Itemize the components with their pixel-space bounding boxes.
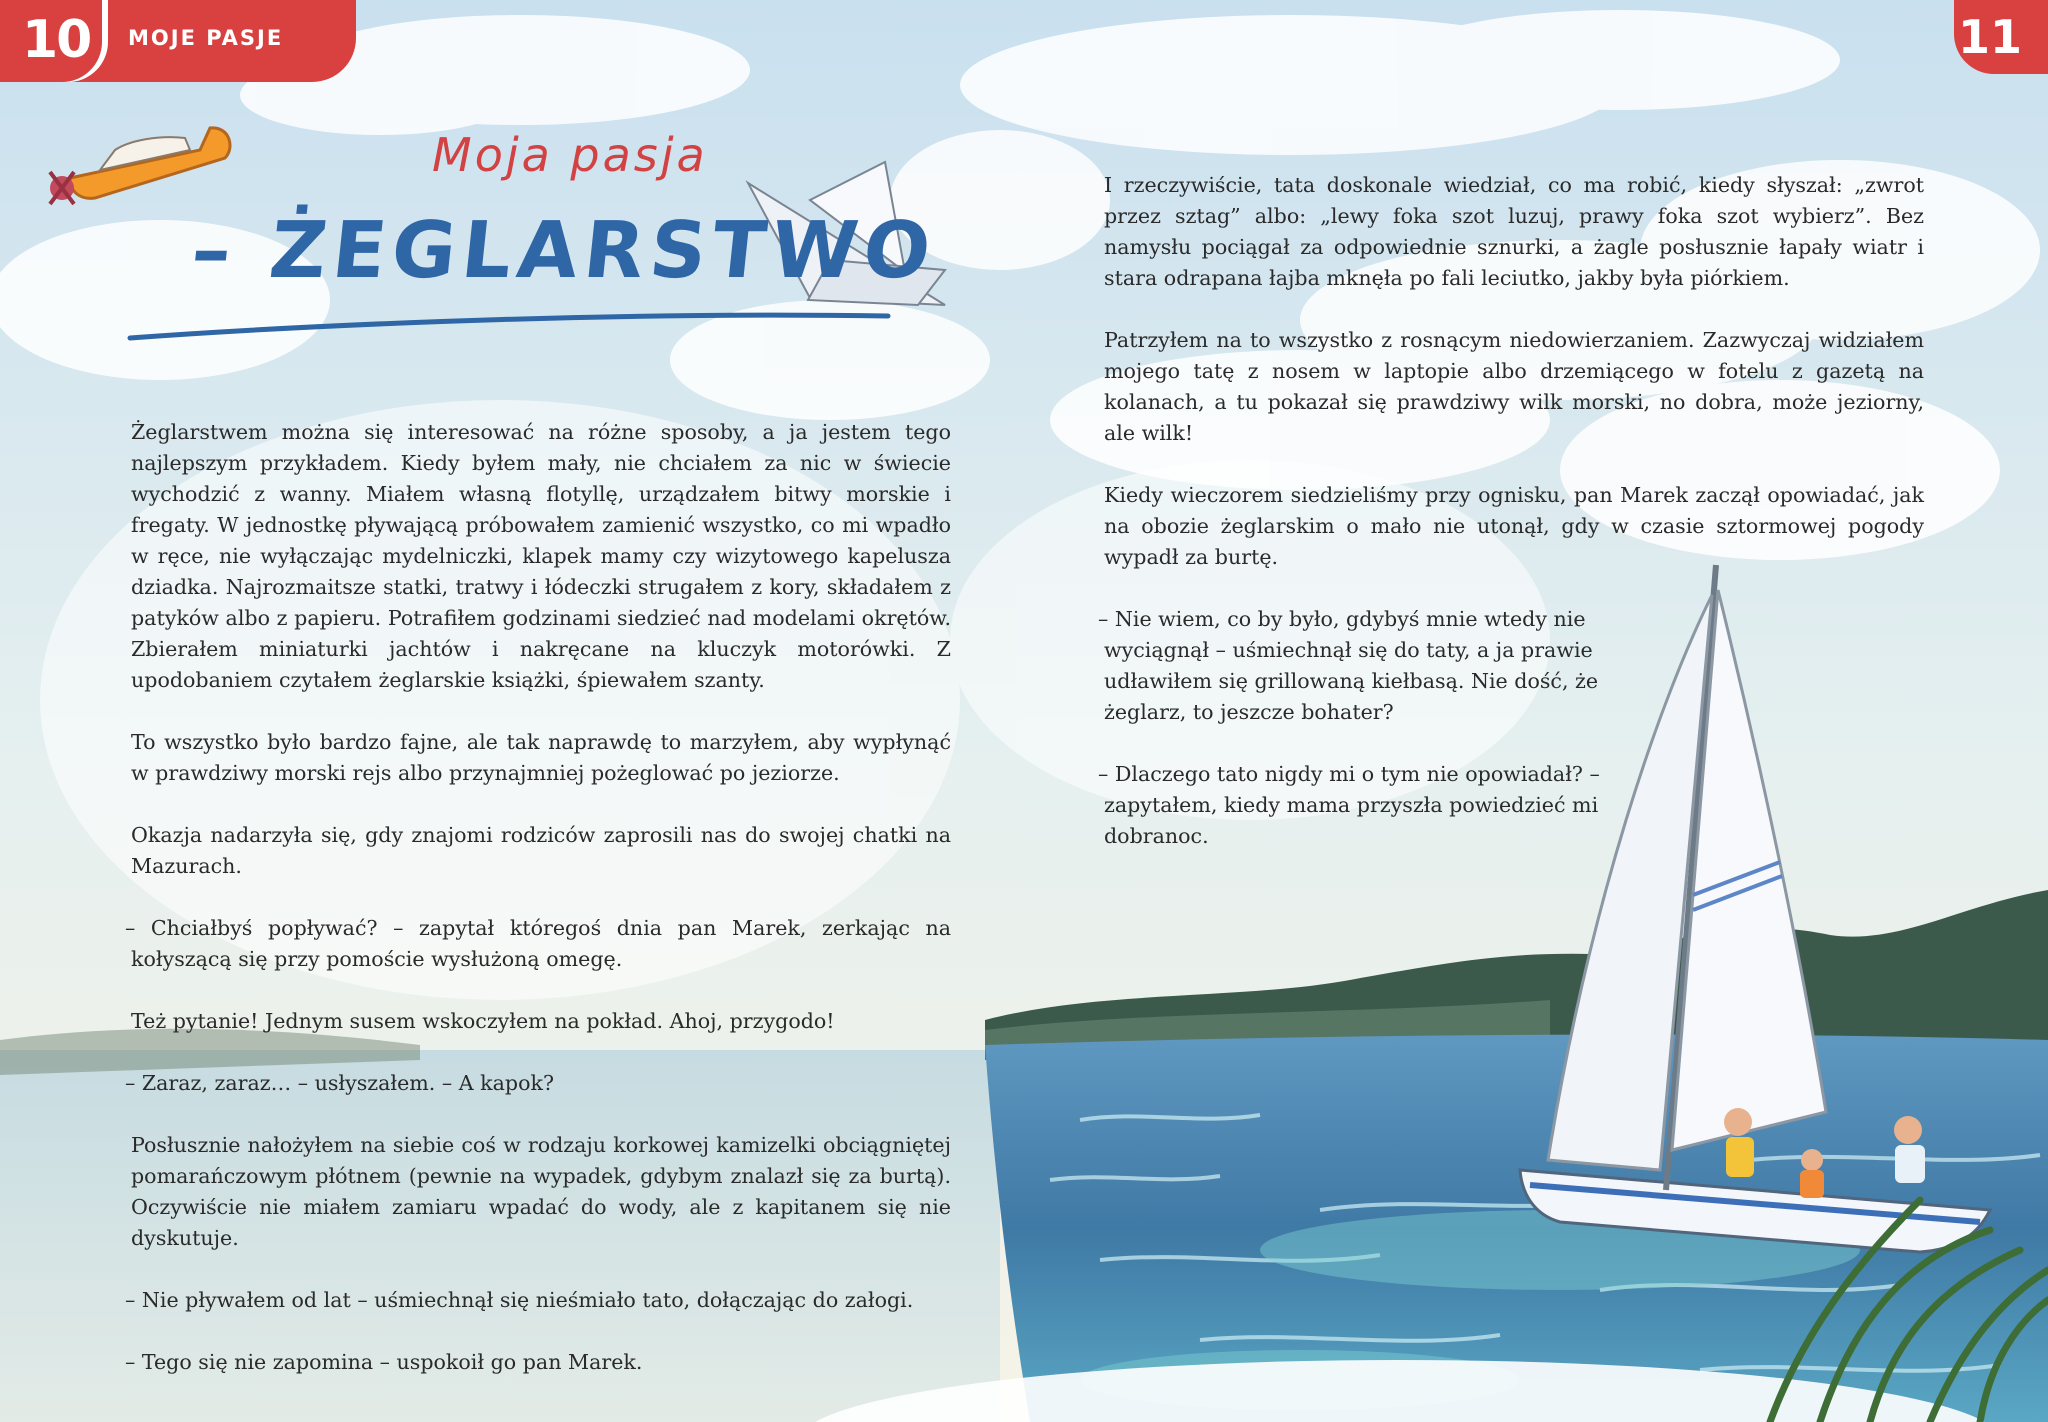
paragraph: Okazja nadarzyła się, gdy znajomi rodziców zaprosili nas do swojej chatki na Mazurach. [131, 823, 951, 878]
page-number-left: 10 [22, 10, 91, 70]
dialogue-line: – Zaraz, zaraz… – usłyszałem. – A kapok? [125, 1071, 555, 1095]
page-title: – ŻEGLARSTWO [187, 206, 941, 296]
paragraph: Posłusznie nałożyłem na siebie coś w rodzaju korkowej kamizelki obciągniętej pomarańczowym płótnem (pewnie na wypadek, gdybym znalazł się za burtą). Oczywiście nie miałem zamiaru wpadać do wody, ale z kapitanem się nie dyskutuje. [131, 1133, 951, 1250]
paragraph: I rzeczywiście, tata doskonale wiedział, co ma robić, kiedy słyszał: „zwrot przez sztag” albo: „lewy foka szot luzuj, prawy foka szot wybierz”. Bez namysłu pociągał za odpowiednie sznurki, a żagle posłusznie łapały wiatr i stara odrapana łajba mknęła po fali leciutko, jakby była piórkiem. [1104, 173, 1924, 290]
dialogue-line: – Nie pływałem od lat – uśmiechnął się nieśmiało tato, dołączając do załogi. [125, 1288, 914, 1312]
paragraph: Żeglarstwem można się interesować na różne sposoby, a ja jestem tego najlepszym przykładem. Kiedy byłem mały, nie chciałem za nic w świecie wychodzić z wanny. Miałem własną flotyllę, urządzałem bitwy morskie i fregaty. W jednostkę pływającą próbowałem zamienić wszystko, co mi wpadło w ręce, nie wyłączając mydelniczki, klapek mamy czy wizytowego kapelusza dziadka. Najrozmaitsze statki, tratwy i łódeczki strugałem z kory, składałem z patyków albo z papieru. Potrafiłem godzinami siedzieć nad modelami okrętów. Zbierałem miniaturki jachtów i nakręcane na kluczyk motorówki. Z upodobaniem czytałem żeglarskie książki, śpiewałem szanty. [131, 420, 951, 692]
dialogue-line: – Chciałbyś popływać? – zapytał któregoś dnia pan Marek, zerkając na kołyszącą się przy pomoście wysłużoną omegę. [125, 916, 951, 971]
dialogue-line: – Dlaczego tato nigdy mi o tym nie opowiadał? – zapytałem, kiedy mama przyszła powiedzieć mi dobranoc. [1098, 762, 1600, 848]
paragraph: Patrzyłem na to wszystko z rosnącym niedowierzaniem. Zazwyczaj widziałem mojego tatę z nosem w laptopie albo drzemiącego w fotelu z gazetą na kolanach, a tu pokazał się prawdziwy wilk morski, no dobra, może jeziorny, ale wilk! [1104, 328, 1924, 445]
paragraph: Też pytanie! Jednym susem wskoczyłem na pokład. Ahoj, przygodo! [131, 1009, 835, 1033]
dialogue-line: – Nie wiem, co by było, gdybyś mnie wtedy nie wyciągnął – uśmiechnął się do taty, a ja prawie udławiłem się grillowaną kiełbasą. Nie dość, że żeglarz, to jeszcze bohater? [1098, 607, 1599, 724]
paragraph: Kiedy wieczorem siedzieliśmy przy ognisku, pan Marek zaczął opowiadać, jak na obozie żeglarskim o mało nie utonął, gdy w czasie sztormowej pogody wypadł za burtę. [1104, 483, 1924, 569]
title-subtitle: Moja pasja [432, 128, 708, 182]
dialogue-line: – Tego się nie zapomina – uspokoił go pan Marek. [125, 1350, 643, 1374]
paragraph: To wszystko było bardzo fajne, ale tak naprawdę to marzyłem, aby wypłynąć w prawdziwy morski rejs albo przynajmniej pożeglować po jeziorze. [131, 730, 951, 785]
section-label: MOJE PASJE [128, 26, 284, 50]
right-column-text [1098, 170, 1924, 883]
left-column-text [125, 417, 951, 1409]
page-number-right: 11 [1957, 10, 2022, 64]
